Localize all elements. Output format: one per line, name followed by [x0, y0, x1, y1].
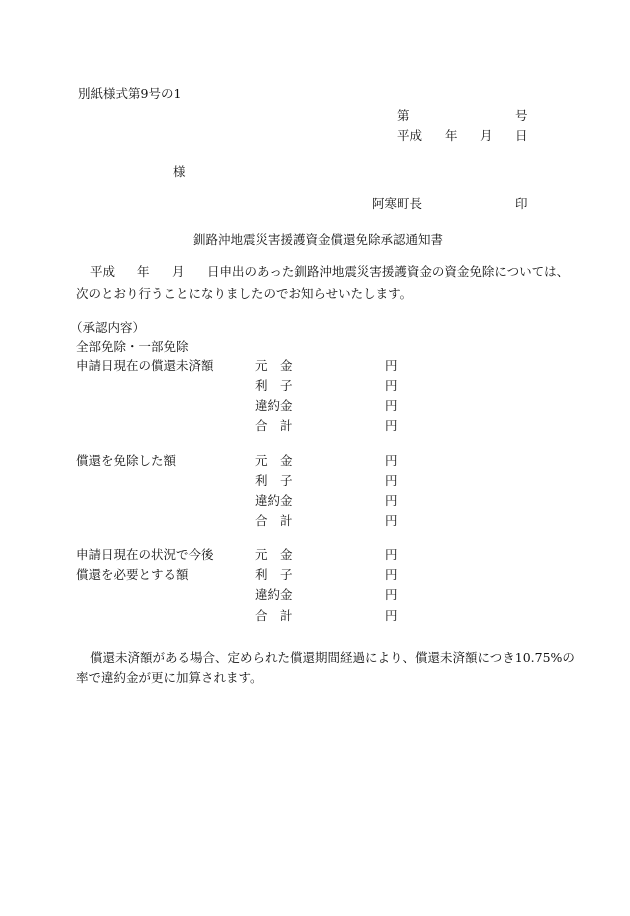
date-day: 日 [515, 128, 528, 143]
section-1-item-penalty: 違約金 [255, 398, 293, 413]
section-3-unit-penalty: 円 [385, 587, 398, 602]
section-3-item-interest: 利 子 [255, 567, 293, 582]
section-2-label: 償還を免除した額 [76, 453, 177, 468]
issuer-name: 阿寒町長 [372, 196, 423, 211]
date-year: 年 [445, 128, 458, 143]
body-era: 平成 [90, 264, 116, 279]
section-1-item-principal: 元 金 [255, 358, 293, 373]
exemption-type: 全部免除・一部免除 [76, 339, 189, 354]
section-2-item-interest: 利 子 [255, 473, 293, 488]
form-label: 別紙様式第9号の1 [78, 86, 182, 101]
body-line-1: 日申出のあった釧路沖地震災害援護資金の資金免除については、 [207, 264, 570, 279]
footnote-line-2: 率で違約金が更に加算されます。 [76, 670, 263, 685]
section-1-item-total: 合 計 [255, 418, 293, 433]
section-1-unit-interest: 円 [385, 378, 398, 393]
body-month: 月 [172, 264, 185, 279]
section-2-unit-total: 円 [385, 513, 398, 528]
addressee-suffix: 様 [173, 164, 186, 179]
section-2-item-principal: 元 金 [255, 453, 293, 468]
section-2-unit-penalty: 円 [385, 493, 398, 508]
section-3-item-principal: 元 金 [255, 547, 293, 562]
section-3-item-total: 合 計 [255, 608, 293, 623]
doc-number-suffix: 号 [515, 108, 528, 123]
section-3-unit-total: 円 [385, 608, 398, 623]
section-2-item-total: 合 計 [255, 513, 293, 528]
section-3-unit-principal: 円 [385, 547, 398, 562]
document-title: 釧路沖地震災害援護資金償還免除承認通知書 [193, 232, 444, 247]
body-year: 年 [137, 264, 150, 279]
section-1-unit-penalty: 円 [385, 398, 398, 413]
section-1-item-interest: 利 子 [255, 378, 293, 393]
section-2-unit-interest: 円 [385, 473, 398, 488]
section-1-label: 申請日現在の償還未済額 [76, 358, 214, 373]
section-3-unit-interest: 円 [385, 567, 398, 582]
body-line-2: 次のとおり行うことになりましたのでお知らせいたします。 [76, 286, 413, 301]
section-2-item-penalty: 違約金 [255, 493, 293, 508]
section-3-label-line-1: 申請日現在の状況で今後 [76, 547, 214, 562]
section-3-label-line-2: 償還を必要とする額 [76, 567, 189, 582]
seal-mark: 印 [515, 196, 528, 211]
approval-heading: （承認内容） [70, 320, 146, 335]
footnote-line-1: 償還未済額がある場合、定められた償還期間経過により、償還未済額につき10.75%の [90, 650, 575, 665]
section-3-item-penalty: 違約金 [255, 587, 293, 602]
section-1-unit-total: 円 [385, 418, 398, 433]
date-month: 月 [480, 128, 493, 143]
section-2-unit-principal: 円 [385, 453, 398, 468]
section-1-unit-principal: 円 [385, 358, 398, 373]
date-era: 平成 [397, 128, 423, 143]
doc-number-prefix: 第 [397, 108, 410, 123]
